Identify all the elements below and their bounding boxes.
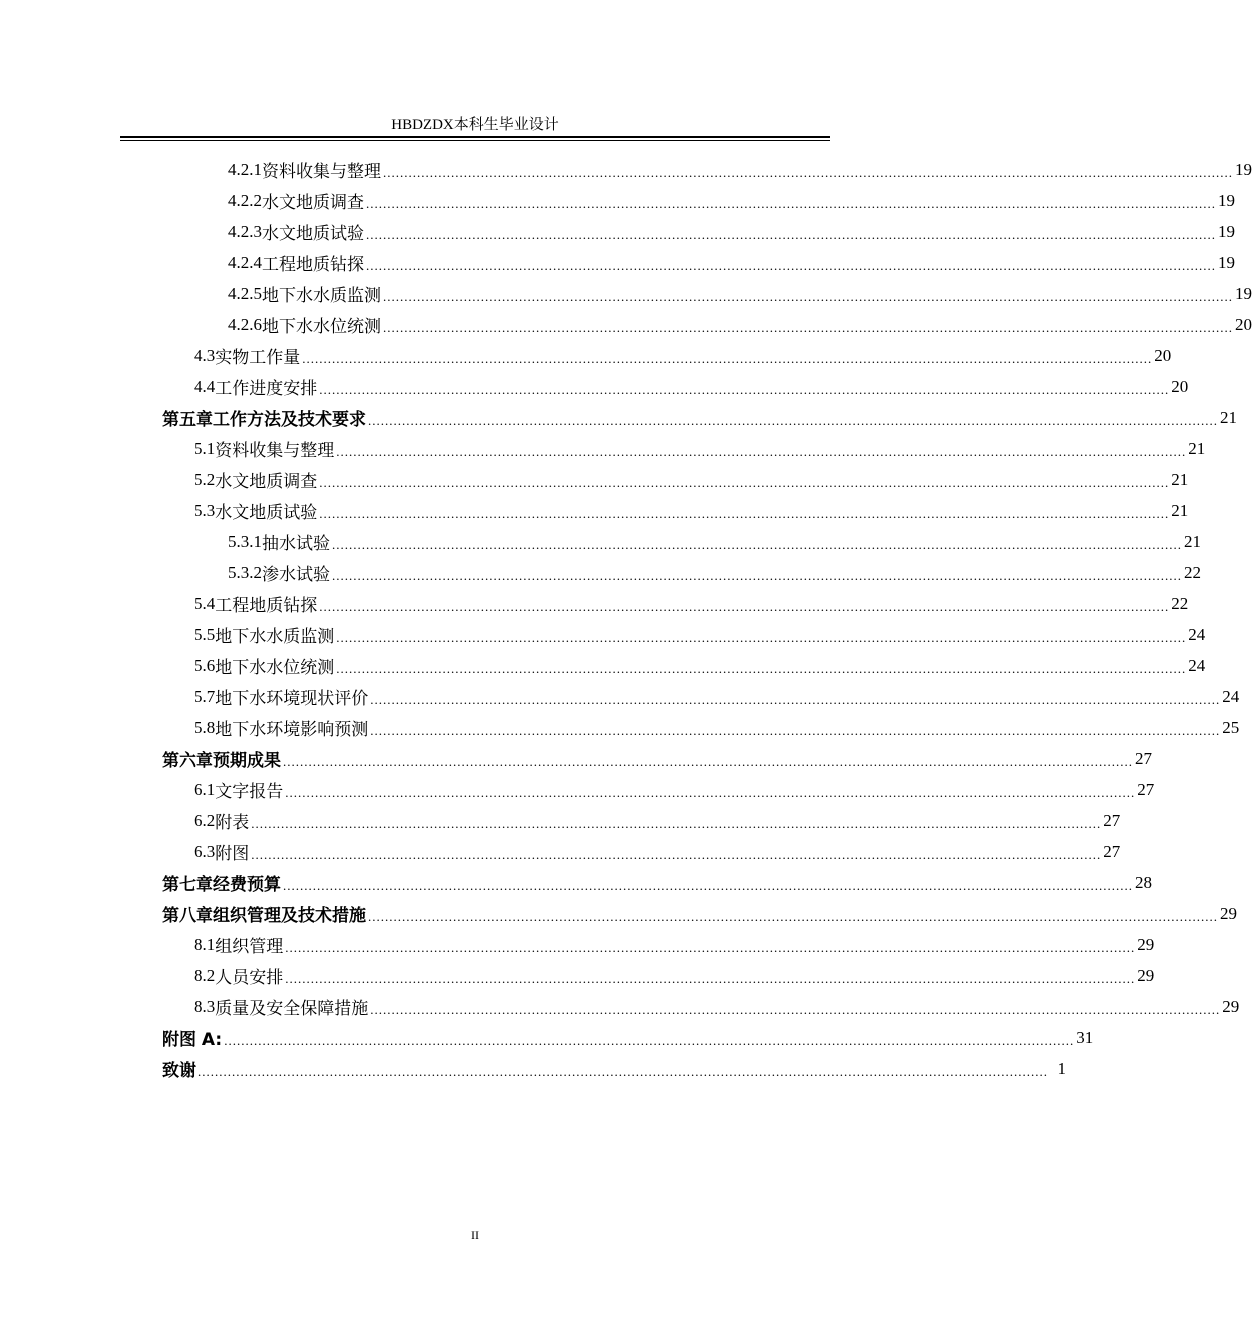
toc-dot-leader: ........................................................................................................................................................................................................ bbox=[319, 474, 1170, 490]
toc-dot-leader: ........................................................................................................................................................................................................ bbox=[332, 536, 1182, 552]
toc-dot-leader: ........................................................................................................................................................................................................ bbox=[366, 195, 1216, 211]
toc-entry-page: 21 bbox=[1171, 469, 1189, 489]
page-number: II bbox=[471, 1228, 479, 1242]
toc-entry-number: 4.2.2 bbox=[228, 190, 262, 210]
toc-entry-page: 29 bbox=[1137, 965, 1155, 985]
toc-entry-page: 27 bbox=[1137, 779, 1155, 799]
toc-entry[interactable] bbox=[162, 1022, 1094, 1053]
toc-entry[interactable] bbox=[162, 402, 1237, 433]
toc-dot-leader: ........................................................................................................................................................................................................ bbox=[285, 939, 1136, 955]
toc-dot-leader: ........................................................................................................................................................................................................ bbox=[370, 691, 1221, 707]
toc-entry[interactable] bbox=[228, 185, 1235, 216]
toc-entry-number: 第五章 bbox=[162, 410, 213, 430]
toc-entry-page: 25 bbox=[1222, 717, 1240, 737]
toc-entry-page: 21 bbox=[1171, 500, 1189, 520]
toc-entry-title: 工程地质钻探 bbox=[262, 255, 364, 274]
toc-entry-title: 地下水水位统测 bbox=[262, 317, 381, 336]
toc-entry-number: 5.2 bbox=[194, 469, 216, 489]
toc-entry[interactable] bbox=[162, 867, 1152, 898]
toc-dot-leader: ........................................................................................................................................................................................................ bbox=[302, 350, 1153, 366]
toc-entry-title: 组织管理及技术措施 bbox=[213, 906, 366, 926]
toc-entry[interactable] bbox=[194, 774, 1155, 805]
toc-entry-number: 5.8 bbox=[194, 717, 216, 737]
toc-entry-page: 24 bbox=[1222, 686, 1240, 706]
toc-entry-number: 4.2.4 bbox=[228, 252, 262, 272]
toc-entry-number: 4.4 bbox=[194, 376, 216, 396]
toc-entry-title: 组织管理 bbox=[215, 937, 284, 956]
toc-entry-page: 19 bbox=[1235, 283, 1252, 303]
toc-entry-page: 21 bbox=[1188, 438, 1206, 458]
toc-dot-leader: ........................................................................................................................................................................................................ bbox=[368, 412, 1218, 428]
toc-entry[interactable] bbox=[194, 619, 1206, 650]
header-rule-thick bbox=[120, 136, 830, 138]
toc-entry-number: 第八章 bbox=[162, 906, 213, 926]
toc-entry-number: 4.2.1 bbox=[228, 159, 262, 179]
toc-entry-page: 21 bbox=[1220, 407, 1237, 427]
toc-dot-leader: ........................................................................................................................................................................................................ bbox=[336, 660, 1187, 676]
toc-dot-leader: ........................................................................................................................................................................................................ bbox=[336, 443, 1187, 459]
toc-dot-leader: ........................................................................................................................................................................................................ bbox=[224, 1032, 1075, 1048]
toc-entry-page: 31 bbox=[1076, 1027, 1094, 1047]
toc-entry-number: 5.7 bbox=[194, 686, 216, 706]
toc-entry-title: 水文地质试验 bbox=[215, 503, 318, 522]
toc-dot-leader: ........................................................................................................................................................................................................ bbox=[383, 164, 1233, 180]
toc-dot-leader: ........................................................................................................................................................................................................ bbox=[283, 877, 1133, 893]
toc-entry-page: 29 bbox=[1137, 934, 1155, 954]
toc-dot-leader: ........................................................................................................................................................................................................ bbox=[368, 908, 1218, 924]
toc-entry-number: 4.3 bbox=[194, 345, 216, 365]
toc-entry[interactable] bbox=[228, 247, 1235, 278]
toc-entry-page: 20 bbox=[1171, 376, 1189, 396]
toc-entry[interactable] bbox=[194, 681, 1240, 712]
toc-entry-number: 第七章 bbox=[162, 875, 213, 895]
toc-entry-page: 22 bbox=[1184, 562, 1201, 582]
toc-entry-number: 4.2.6 bbox=[228, 314, 262, 334]
toc-entry-title: 附表 bbox=[215, 813, 250, 832]
toc-entry-number: 5.3 bbox=[194, 500, 216, 520]
toc-entry-title: 附图 bbox=[215, 844, 250, 863]
toc-entry-title: 质量及安全保障措施 bbox=[215, 999, 369, 1018]
toc-dot-leader: ........................................................................................................................................................................................................ bbox=[198, 1063, 1048, 1079]
toc-entry-page: 20 bbox=[1235, 314, 1252, 334]
toc-entry-title: 水文地质试验 bbox=[262, 224, 364, 243]
toc-dot-leader: ........................................................................................................................................................................................................ bbox=[383, 288, 1233, 304]
toc-entry-page: 19 bbox=[1218, 190, 1235, 210]
toc-entry[interactable] bbox=[194, 340, 1172, 371]
toc-entry[interactable] bbox=[194, 929, 1155, 960]
toc-dot-leader: ........................................................................................................................................................................................................ bbox=[332, 567, 1182, 583]
toc-entry-title: 致谢 bbox=[162, 1061, 196, 1081]
toc-dot-leader: ........................................................................................................................................................................................................ bbox=[383, 319, 1233, 335]
toc-entry[interactable] bbox=[194, 836, 1121, 867]
toc-entry-page: 29 bbox=[1220, 903, 1237, 923]
toc-entry-title: 经费预算 bbox=[213, 875, 281, 895]
toc-entry[interactable] bbox=[228, 278, 1252, 309]
toc-entry-title: 地下水环境影响预测 bbox=[215, 720, 369, 739]
toc-dot-leader: ........................................................................................................................................................................................................ bbox=[285, 784, 1136, 800]
toc-entry-title: 水文地质调查 bbox=[215, 472, 318, 491]
toc-entry[interactable] bbox=[194, 588, 1189, 619]
toc-entry-page: 22 bbox=[1171, 593, 1189, 613]
toc-dot-leader: ........................................................................................................................................................................................................ bbox=[370, 722, 1221, 738]
toc-entry-number: 6.1 bbox=[194, 779, 216, 799]
toc-entry-page: 20 bbox=[1154, 345, 1172, 365]
toc-entry-title: 地下水环境现状评价 bbox=[215, 689, 369, 708]
toc-entry-page: 24 bbox=[1188, 655, 1206, 675]
toc-entry-page: 27 bbox=[1103, 810, 1121, 830]
page-header: HBDZDX本科生毕业设计 bbox=[391, 117, 559, 133]
toc-entry-title: 工程地质钻探 bbox=[215, 596, 318, 615]
toc-dot-leader: ........................................................................................................................................................................................................ bbox=[366, 226, 1216, 242]
toc-entry-title: 人员安排 bbox=[215, 968, 284, 987]
toc-entry-number: 5.4 bbox=[194, 593, 216, 613]
toc-entry-page: 28 bbox=[1135, 872, 1152, 892]
toc-entry-number: 5.3.1 bbox=[228, 531, 262, 551]
toc-entry[interactable] bbox=[194, 805, 1121, 836]
toc-entry-title: 工作进度安排 bbox=[215, 379, 318, 398]
toc-entry-number: 8.3 bbox=[194, 996, 216, 1016]
toc-entry-number: 4.2.5 bbox=[228, 283, 262, 303]
toc-entry-page: 19 bbox=[1218, 221, 1235, 241]
toc-entry-title: 附图 A: bbox=[162, 1030, 223, 1050]
toc-dot-leader: ........................................................................................................................................................................................................ bbox=[251, 846, 1102, 862]
toc-entry[interactable] bbox=[228, 154, 1252, 185]
toc-entry-page: 24 bbox=[1188, 624, 1206, 644]
toc-dot-leader: ........................................................................................................................................................................................................ bbox=[366, 257, 1216, 273]
toc-dot-leader: ........................................................................................................................................................................................................ bbox=[336, 629, 1187, 645]
toc-entry[interactable] bbox=[162, 1053, 1066, 1084]
toc-entry[interactable] bbox=[194, 495, 1189, 526]
toc-dot-leader: ........................................................................................................................................................................................................ bbox=[319, 505, 1170, 521]
toc-entry-page: 27 bbox=[1103, 841, 1121, 861]
toc-entry-number: 4.2.3 bbox=[228, 221, 262, 241]
toc-entry-number: 5.1 bbox=[194, 438, 216, 458]
toc-entry-title: 地下水水位统测 bbox=[215, 658, 335, 677]
toc-entry[interactable] bbox=[228, 557, 1201, 588]
toc-entry[interactable] bbox=[194, 464, 1189, 495]
toc-entry-title: 资料收集与整理 bbox=[262, 162, 381, 181]
toc-entry-number: 5.6 bbox=[194, 655, 216, 675]
toc-entry[interactable] bbox=[228, 526, 1201, 557]
toc-entry-page: 21 bbox=[1184, 531, 1201, 551]
toc-entry[interactable] bbox=[194, 433, 1206, 464]
toc-entry-number: 8.2 bbox=[194, 965, 216, 985]
toc-entry-page: 1 bbox=[1057, 1058, 1066, 1078]
toc-entry-title: 实物工作量 bbox=[215, 348, 301, 367]
toc-entry-number: 5.5 bbox=[194, 624, 216, 644]
toc-entry-number: 6.3 bbox=[194, 841, 216, 861]
toc-dot-leader: ........................................................................................................................................................................................................ bbox=[283, 753, 1133, 769]
toc-entry[interactable] bbox=[194, 712, 1240, 743]
toc-entry-title: 渗水试验 bbox=[262, 565, 330, 584]
toc-entry-number: 6.2 bbox=[194, 810, 216, 830]
toc-entry-page: 27 bbox=[1135, 748, 1152, 768]
toc-entry-title: 水文地质调查 bbox=[262, 193, 364, 212]
header-rule-thin bbox=[120, 140, 830, 141]
toc-entry-page: 19 bbox=[1218, 252, 1235, 272]
toc-entry-title: 地下水水质监测 bbox=[215, 627, 335, 646]
toc-dot-leader: ........................................................................................................................................................................................................ bbox=[251, 815, 1102, 831]
toc-entry[interactable] bbox=[194, 371, 1189, 402]
toc-dot-leader: ........................................................................................................................................................................................................ bbox=[285, 970, 1136, 986]
toc-entry-title: 地下水水质监测 bbox=[262, 286, 381, 305]
toc-entry[interactable] bbox=[228, 216, 1235, 247]
toc-entry-page: 19 bbox=[1235, 159, 1252, 179]
toc-dot-leader: ........................................................................................................................................................................................................ bbox=[319, 381, 1170, 397]
toc-entry-title: 预期成果 bbox=[213, 751, 281, 771]
toc-entry[interactable] bbox=[194, 960, 1155, 991]
toc-dot-leader: ........................................................................................................................................................................................................ bbox=[370, 1001, 1221, 1017]
toc-entry-title: 文字报告 bbox=[215, 782, 284, 801]
toc-entry-title: 工作方法及技术要求 bbox=[213, 410, 366, 430]
toc-entry-title: 资料收集与整理 bbox=[215, 441, 335, 460]
toc-entry[interactable] bbox=[194, 650, 1206, 681]
toc-entry[interactable] bbox=[228, 309, 1252, 340]
toc-entry[interactable] bbox=[162, 898, 1237, 929]
toc-entry-number: 第六章 bbox=[162, 751, 213, 771]
toc-entry-number: 8.1 bbox=[194, 934, 216, 954]
toc-dot-leader: ........................................................................................................................................................................................................ bbox=[319, 598, 1170, 614]
toc-entry-number: 5.3.2 bbox=[228, 562, 262, 582]
toc-entry-title: 抽水试验 bbox=[262, 534, 330, 553]
toc-entry[interactable] bbox=[162, 743, 1152, 774]
toc-entry-page: 29 bbox=[1222, 996, 1240, 1016]
toc-entry[interactable] bbox=[194, 991, 1240, 1022]
